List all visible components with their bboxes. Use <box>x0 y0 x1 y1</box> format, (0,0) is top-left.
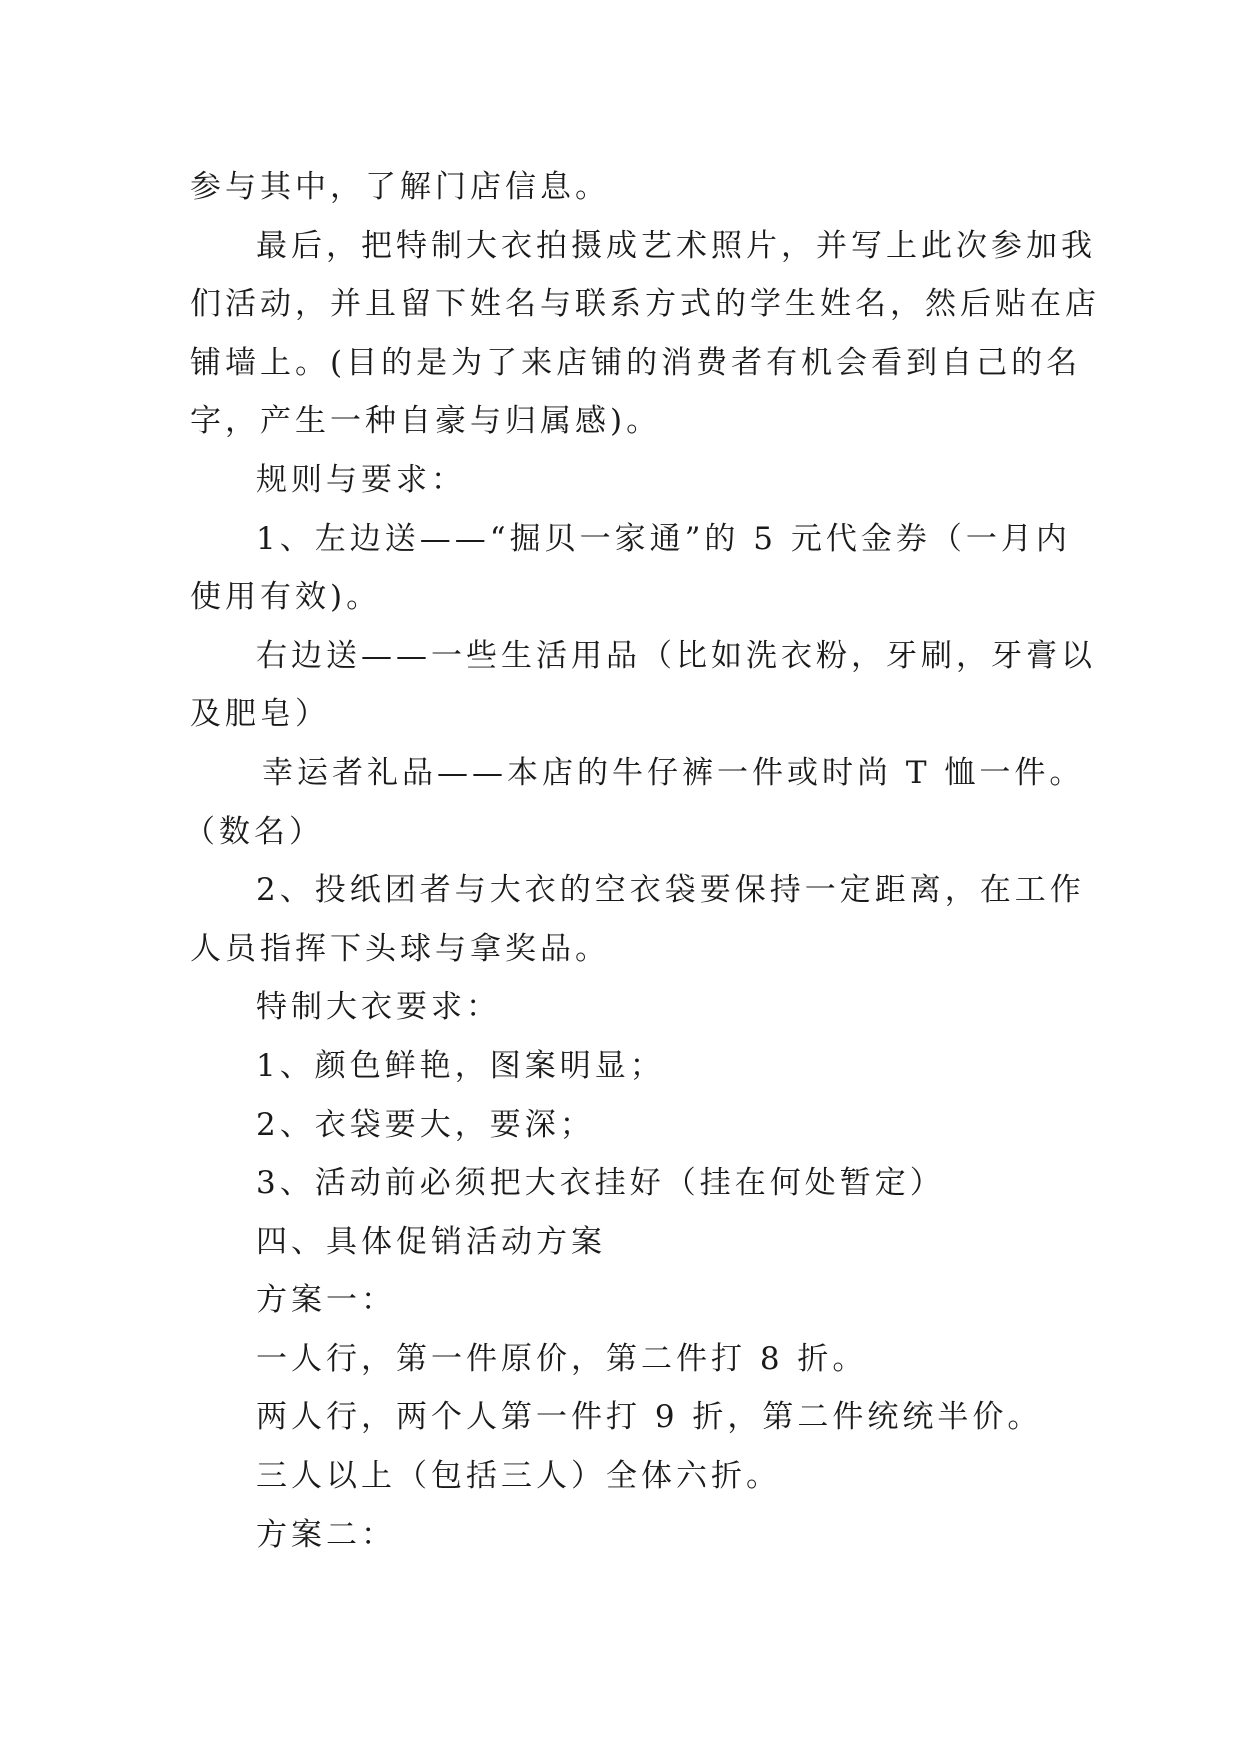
text-line: 一人行，第一件原价，第二件打 8 折。 <box>256 1340 868 1377</box>
text-line: 及肥皂） <box>190 696 330 733</box>
text-line: 使用有效)。 <box>190 579 382 616</box>
text-line: 字，产生一种自豪与归属感)。 <box>190 403 662 440</box>
section-heading: 方案二： <box>256 1516 396 1553</box>
text-line: 两人行，两个人第一件打 9 折，第二件统统半价。 <box>256 1399 1043 1436</box>
text-line: 人员指挥下头球与拿奖品。 <box>190 930 610 967</box>
text-line: 参与其中，了解门店信息。 <box>190 169 610 205</box>
text-line: 最后，把特制大衣拍摄成艺术照片，并写上此次参加我 <box>256 227 1096 264</box>
text-line: 1、左边送——“掘贝一家通”的 5 元代金券（一月内 <box>256 520 1071 557</box>
text-line: 们活动，并且留下姓名与联系方式的学生姓名，然后贴在店 <box>190 286 1100 323</box>
section-heading: 方案一： <box>256 1282 396 1319</box>
text-line: 铺墙上。(目的是为了来店铺的消费者有机会看到自己的名 <box>190 344 1082 381</box>
text-line: 三人以上（包括三人）全体六折。 <box>256 1458 781 1495</box>
list-item: 2、衣袋要大，要深； <box>256 1106 595 1143</box>
text-line: 2、投纸团者与大衣的空衣袋要保持一定距离，在工作 <box>256 872 1085 909</box>
section-heading: 规则与要求： <box>256 461 466 498</box>
document-body <box>184 158 1100 1564</box>
text-line: （数名） <box>184 813 324 850</box>
section-heading: 四、具体促销活动方案 <box>256 1223 606 1260</box>
text-line: 幸运者礼品——本店的牛仔裤一件或时尚 T 恤一件。 <box>262 754 1085 791</box>
list-item: 3、活动前必须把大衣挂好（挂在何处暂定） <box>256 1165 945 1202</box>
section-heading: 特制大衣要求： <box>256 989 501 1026</box>
text-line: 右边送——一些生活用品（比如洗衣粉，牙刷，牙膏以 <box>256 637 1096 674</box>
list-item: 1、颜色鲜艳，图案明显； <box>256 1047 665 1084</box>
